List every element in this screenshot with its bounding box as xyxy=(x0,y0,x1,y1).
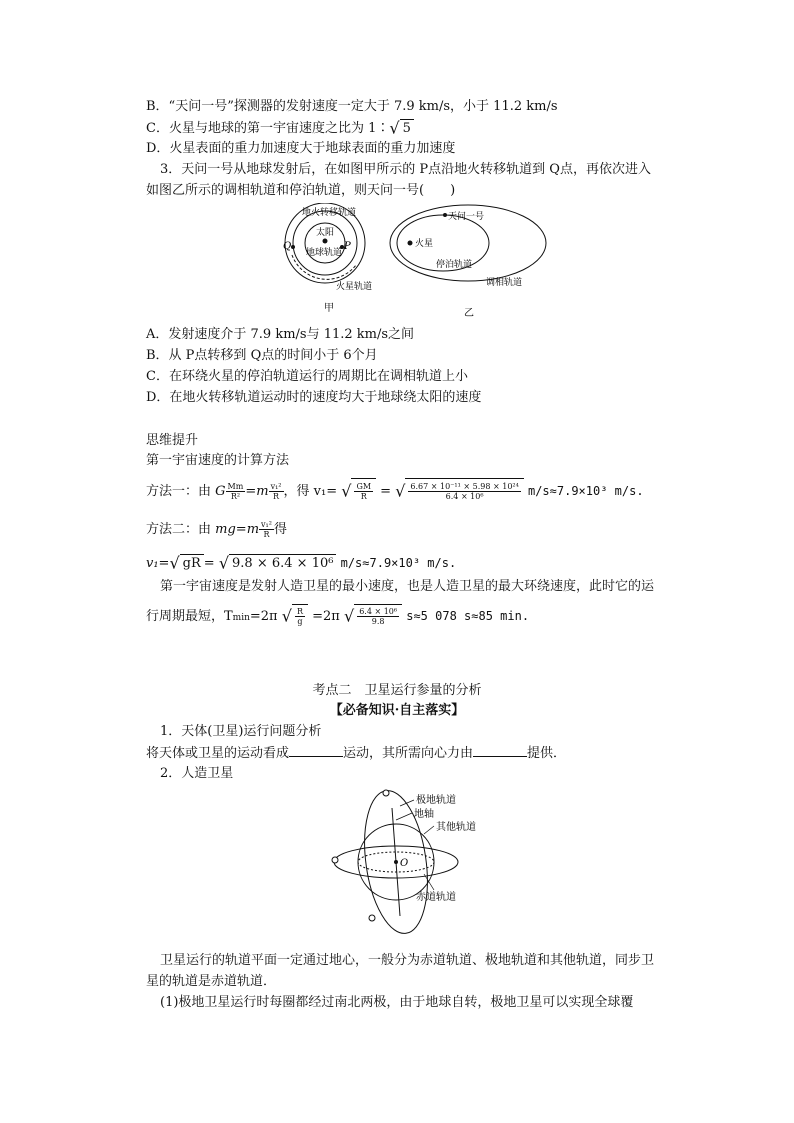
fill-blank-2[interactable] xyxy=(473,744,527,757)
method-one-result: m/s≈7.9×10³ m/s. xyxy=(527,484,644,498)
item-1-text-b: 运动，其所需向心力由 xyxy=(343,746,474,761)
label-sun: 太阳 xyxy=(316,228,335,238)
frac-num: 6.67 × 10⁻¹¹ × 5.98 × 10²⁴ xyxy=(410,482,519,491)
frac-num: Mm xyxy=(227,482,244,491)
sqrt-gm-r xyxy=(351,478,376,505)
fraction-gm-r xyxy=(354,482,373,501)
sqrt-sign: √ xyxy=(218,553,230,573)
sqrt-sign: √ xyxy=(389,118,400,138)
sqrt-numeric-2: 9.8 × 6.4 × 10⁶ xyxy=(229,554,336,573)
period-prefix: 行周期最短，T xyxy=(146,609,233,624)
frac-den: 9.8 xyxy=(371,617,385,626)
label-transfer-orbit: 地火转移轨道 xyxy=(302,208,357,218)
method-two-suffix: 得 xyxy=(273,522,287,537)
section-title: 考点二 卫星运行参量的分析 xyxy=(312,683,482,698)
label-other-orbit: 其他轨道 xyxy=(436,822,476,833)
equals-2pi: =2π xyxy=(312,609,340,624)
item-1-heading: 1．天体(卫星)运行问题分析 xyxy=(160,724,322,739)
fraction-r-g xyxy=(295,607,305,626)
sqrt-numeric xyxy=(405,478,523,505)
option-c-top xyxy=(146,119,414,138)
sqrt-r-g xyxy=(292,604,308,629)
method-one-prefix: 方法一：由 xyxy=(146,484,212,499)
label-phasing-orbit: 调相轨道 xyxy=(486,278,523,288)
label-earth-axis: 地轴 xyxy=(414,809,434,820)
figure-yi xyxy=(388,203,548,318)
item-2-heading: 2．人造卫星 xyxy=(160,766,234,781)
caption-yi: 乙 xyxy=(464,308,474,318)
method-two-calc xyxy=(146,554,456,573)
sqrt-gr: gR xyxy=(180,554,204,573)
frac-den: 6.4 × 10⁶ xyxy=(445,492,484,501)
figure-satellite-orbits xyxy=(328,786,478,936)
option-b-top: B．“天问一号”探测器的发射速度一定大于 7.9 km/s，小于 11.2 km/s xyxy=(146,99,558,114)
period-result: s≈5 078 s≈85 min. xyxy=(406,609,530,623)
thinking-paragraph-2 xyxy=(146,604,529,630)
fraction-v2-r xyxy=(259,520,274,539)
q3-option-d: D．在地火转移轨道运动时的速度均大于地球绕太阳的速度 xyxy=(146,390,482,405)
option-c-text: C．火星与地球的第一宇宙速度之比为 1∶ xyxy=(146,121,390,136)
sqrt-sign: √ xyxy=(281,606,292,626)
sqrt-sign: √ xyxy=(169,553,180,573)
fraction-mm-r2 xyxy=(226,482,246,501)
label-equatorial-orbit: 赤道轨道 xyxy=(416,892,456,903)
option-d-top: D．火星表面的重力加速度大于地球表面的重力加速度 xyxy=(146,141,456,156)
thinking-paragraph-1: 第一宇宙速度是发射人造卫星的最小速度，也是人造卫星的最大环绕速度，此时它的运 xyxy=(160,579,655,594)
label-q: Q xyxy=(283,241,292,252)
period-sub: min xyxy=(232,613,250,623)
method-two-result: m/s≈7.9×10³ m/s. xyxy=(340,556,457,570)
fill-blank-1[interactable] xyxy=(289,744,343,757)
equals-m: =m xyxy=(245,484,269,499)
thinking-subheading: 第一宇宙速度的计算方法 xyxy=(146,453,290,468)
section-paragraph-2: 星的轨道是赤道轨道． xyxy=(146,974,277,989)
fraction-v2-r xyxy=(269,482,284,501)
section-paragraph-3: (1)极地卫星运行时每圈都经过南北两极，由于地球自转，极地卫星可以实现全球覆 xyxy=(160,995,634,1010)
label-mars-orbit: 火星轨道 xyxy=(336,282,373,292)
sqrt-sign: √ xyxy=(343,606,355,626)
symbol-g: G xyxy=(215,484,226,499)
method-one xyxy=(146,478,644,505)
label-tianwen: 天问一号 xyxy=(448,212,485,222)
label-polar-orbit: 极地轨道 xyxy=(416,795,456,806)
q3-stem-line1: 3．天问一号从地球发射后，在如图甲所示的 P点沿地火转移轨道到 Q点，再依次进入 xyxy=(160,162,651,177)
frac-num: GM xyxy=(356,482,372,491)
sqrt-sign: √ xyxy=(395,481,406,501)
label-p: P xyxy=(344,241,351,252)
fraction-numeric xyxy=(408,482,520,501)
v1-equals: v₁= xyxy=(146,556,170,571)
frac-num: v₁² xyxy=(270,482,282,491)
section-subtitle: 【必备知识·自主落实】 xyxy=(329,703,465,718)
item-1-text xyxy=(146,744,566,763)
section-paragraph-1: 卫星运行的轨道平面一定通过地心，一般分为赤道轨道、极地轨道和其他轨道，同步卫 xyxy=(160,953,655,968)
equals: = xyxy=(203,556,215,571)
method-two-prefix: 方法二：由 xyxy=(146,522,212,537)
frac-num: R xyxy=(296,607,303,616)
item-1-text-a: 将天体或卫星的运动看成 xyxy=(146,746,290,761)
frac-den: R xyxy=(360,492,367,501)
sqrt-sign: √ xyxy=(341,481,352,501)
thinking-heading: 思维提升 xyxy=(146,433,199,448)
q3-stem-line2: 如图乙所示的调相轨道和停泊轨道，则天问一号( ) xyxy=(146,183,456,198)
frac-den: R xyxy=(263,530,270,539)
item-1-text-c: 提供． xyxy=(527,746,567,761)
sqrt-period-numeric xyxy=(354,604,402,629)
frac-den: R xyxy=(273,492,280,501)
q3-option-b: B．从 P点转移到 Q点的时间小于 6个月 xyxy=(146,348,378,363)
option-c-root: 5 xyxy=(400,119,414,138)
label-parking-orbit: 停泊轨道 xyxy=(436,260,473,270)
q3-option-a: A．发射速度介于 7.9 km/s与 11.2 km/s之间 xyxy=(146,327,415,342)
frac-num: v₁² xyxy=(261,520,272,529)
label-mars: 火星 xyxy=(415,239,434,249)
method-two xyxy=(146,518,287,542)
equals: = xyxy=(380,484,392,499)
frac-den: R² xyxy=(230,492,241,501)
equals-2pi: =2π xyxy=(249,609,278,624)
frac-num: 6.4 × 10⁶ xyxy=(359,607,398,616)
label-earth-orbit: 地球轨道 xyxy=(306,248,343,258)
method-one-de: ，得 v₁= xyxy=(283,484,338,499)
mg-equals: mg=m xyxy=(215,522,260,537)
caption-jia: 甲 xyxy=(324,303,334,313)
fraction-period xyxy=(357,607,399,626)
label-center-o: O xyxy=(400,858,409,869)
figure-jia xyxy=(280,203,380,313)
frac-den: g xyxy=(297,617,303,626)
q3-option-c: C．在环绕火星的停泊轨道运行的周期比在调相轨道上小 xyxy=(146,369,468,384)
